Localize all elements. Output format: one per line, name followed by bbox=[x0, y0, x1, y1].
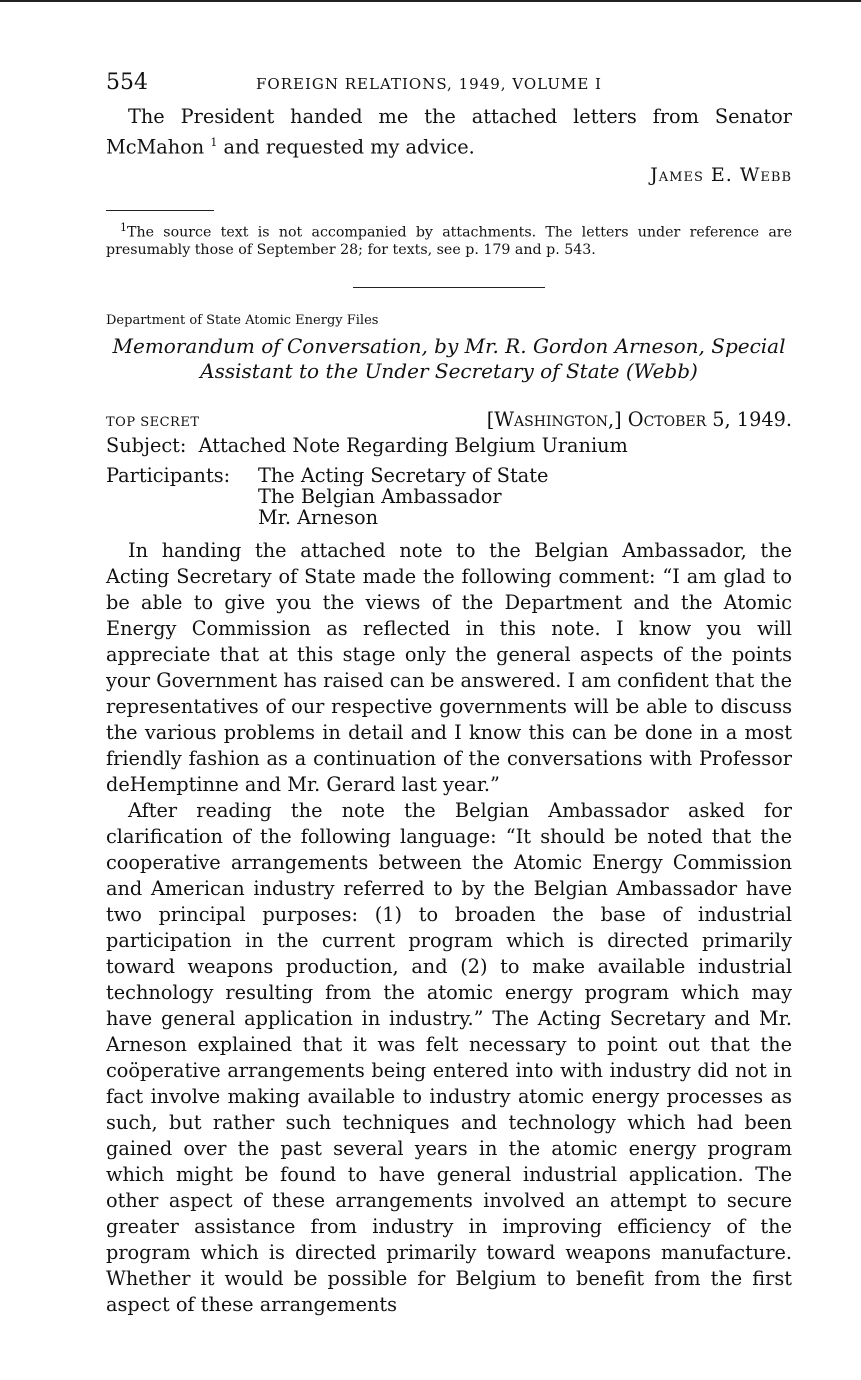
body-paragraph-2: After reading the note the Belgian Ambassador asked for clarification of the following language: “It should be noted that the cooperative arrangements between the Atomic Energy Commission and American industry referred to by the Belgian Ambassador have two principal purposes: (1) to broaden the base of industrial participation in the current program which is directed primarily toward weapons production, and (2) to make available industrial technology resulting from the atomic energy program which may have general application in industry.” The Acting Secretary and Mr. Arneson explained that it was felt necessary to point out that the coöperative arrangements being entered into with industry did not in fact involve making available to industry atomic energy processes as such, but rather such techniques and technology which had been gained over the past several years in the atomic energy program which might be found to have general industrial application. The other aspect of these arrangements involved an attempt to secure greater assistance from industry in improving efficiency of the program which is directed primarily toward weapons manufacture. Whether it would be possible for Belgium to benefit from the first aspect of these arrangements bbox=[106, 799, 792, 1317]
classification: TOP SECRET bbox=[106, 415, 200, 431]
intro-text-end: and requested my advice. bbox=[217, 135, 475, 159]
dateline bbox=[106, 408, 792, 431]
footnote bbox=[106, 219, 792, 259]
participants-list bbox=[258, 465, 548, 528]
participants-block bbox=[106, 465, 792, 528]
running-title: FOREIGN RELATIONS, 1949, VOLUME I bbox=[256, 75, 602, 93]
page-header bbox=[106, 70, 792, 104]
document-title-line-2: Assistant to the Under Secretary of State (Webb) bbox=[200, 359, 698, 384]
document-title-line-1: Memorandum of Conversation, by Mr. R. Gordon Arneson, Special bbox=[112, 334, 786, 359]
memo-body bbox=[106, 538, 792, 1318]
body-paragraph-1: In handing the attached note to the Belgian Ambassador, the Acting Secretary of State made the following comment: “I am glad to be able to give you the views of the Department and the Atomic Energy Commission as reflected in this note. I know you will appreciate that at this stage only the general aspects of the points your Government has raised can be answered. I am confident that the representatives of our respective governments will be able to discuss the various problems in detail and I know this can be done in a most friendly fashion as a continuation of the conversations with Professor deHemptinne and Mr. Gerard last year.” bbox=[106, 539, 792, 797]
subject-line bbox=[106, 433, 792, 459]
page-top-edge bbox=[0, 0, 861, 2]
intro-text: The President handed me the attached letters from Senator McMahon bbox=[106, 105, 792, 159]
place-date: [Washington,] October 5, 1949. bbox=[486, 408, 792, 432]
intro-section bbox=[106, 104, 792, 188]
participant: Mr. Arneson bbox=[258, 506, 378, 530]
participant: The Acting Secretary of State bbox=[258, 464, 549, 488]
signature: James E. Webb bbox=[650, 164, 792, 187]
section-separator bbox=[353, 287, 545, 288]
footnote-text: The source text is not accompanied by attachments. The letters under reference are presumably those of September 28; for texts, see p. 179 and p. 543. bbox=[106, 225, 792, 259]
footnote-marker: 1 bbox=[120, 221, 127, 235]
intro-paragraph bbox=[106, 104, 792, 160]
document-title bbox=[106, 334, 792, 384]
document-source: Department of State Atomic Energy Files bbox=[106, 313, 379, 329]
page-number: 554 bbox=[106, 70, 148, 95]
document-page bbox=[106, 70, 792, 1318]
footnote-reference[interactable]: 1 bbox=[210, 136, 218, 149]
footnote-rule bbox=[106, 210, 214, 211]
subject-label: Subject: bbox=[106, 434, 187, 458]
subject-text: Attached Note Regarding Belgium Uranium bbox=[198, 434, 628, 458]
participants-label: Participants: bbox=[106, 464, 231, 488]
participant: The Belgian Ambassador bbox=[258, 485, 502, 509]
